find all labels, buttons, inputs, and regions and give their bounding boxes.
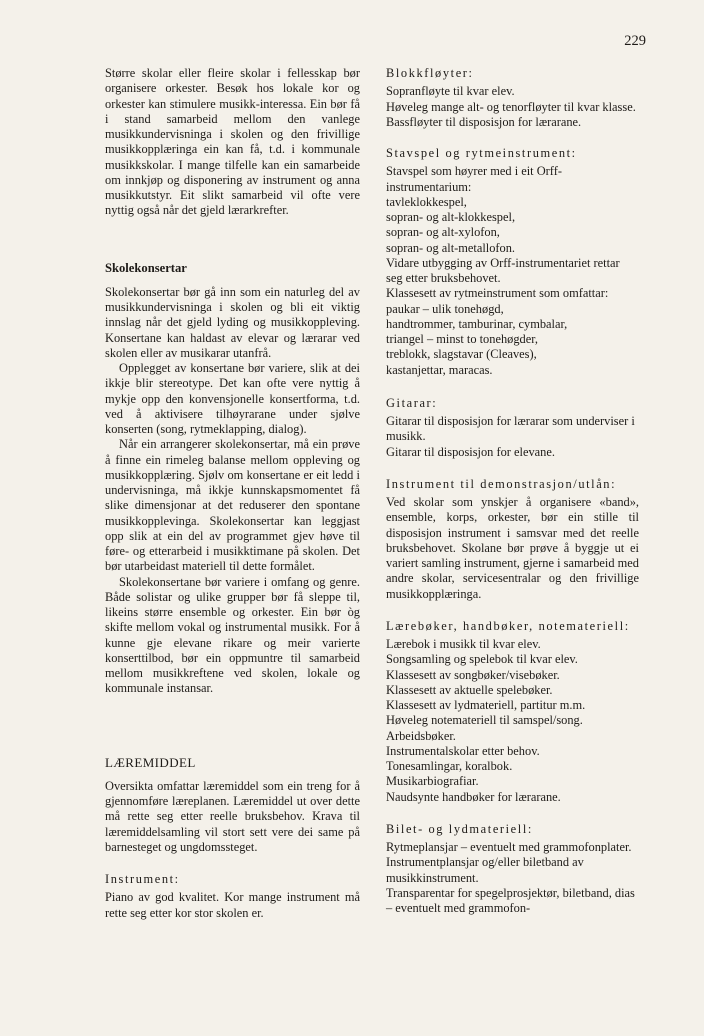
list-item: paukar – ulik tonehøgd, <box>386 301 504 316</box>
list-item: kastanjettar, maracas. <box>386 362 493 377</box>
skolekonsertar-paragraph-4: Skolekonsertane bør variere i omfang og genre. Både solistar og ulike grupper bør få sleppe til, likeins større ensemble og orkester. Ein bør òg skifte mellom vokal og instrumental musikk. For å kunne gje elevane rikare og meir varierte konserttilbod, bør ein oppmuntre til samarbeid mellom musikkreftene ved skolen, lokale og kommunale instansar. <box>105 574 360 696</box>
skolekonsertar-paragraph-1: Skolekonsertar bør gå inn som ein naturleg del av musikkundervisninga i skolen og bli eit viktig innslag når det gjeld lyding og musikkoppleving. Konsertane kan haldast av elevar og lærarar ved skolen eller av musikarar utanfrå. <box>105 284 360 360</box>
list-item: Gitarar til disposisjon for lærarar som underviser i musikk. <box>386 414 635 444</box>
section-bilet-lydmateriell <box>386 822 639 917</box>
list-item: tavleklokkespel, <box>386 194 467 209</box>
section-heading: Lærebøker, handbøker, notemateriell: <box>386 618 630 633</box>
list-item: handtrommer, tamburinar, cymbalar, <box>386 316 568 331</box>
laeremiddel-heading: LÆREMIDDEL <box>105 754 196 770</box>
list-item: Klassesett av aktuelle spelebøker. <box>386 682 553 697</box>
list-item: Songsamling og spelebok til kvar elev. <box>386 652 578 667</box>
skolekonsertar-paragraph-3: Når ein arrangerer skolekonsertar, må ein prøve å finne ein rimeleg balanse mellom oppleving og musikkopplæring. Sjølv om konsertane er eit ledd i undervisninga, må ikkje kunnskapsmomentet få slike dimensjonar at det reduserer den spontane musikkopplevinga. Skolekonsertar kan leggjast opp slik at ein del av programmet gjev høve til føre- og etterarbeid i musikktimane på skolen. Det bør utarbeidast materiell til dette formålet. <box>105 437 360 574</box>
section-heading: Stavspel og rytmeinstrument: <box>386 146 577 160</box>
list-item: sopran- og alt-klokkespel, <box>386 210 516 224</box>
section-heading: Bilet- og lydmateriell: <box>386 821 533 836</box>
list-item: Klassesett av rytmeinstrument som omfattar: <box>386 286 609 301</box>
section-heading: Gitarar: <box>386 395 438 410</box>
left-column <box>105 66 360 921</box>
right-column <box>386 66 639 916</box>
list-item: Høveleg mange alt- og tenorfløyter til kvar klasse. <box>386 99 636 114</box>
section-heading: Instrument til demonstrasjon/utlån: <box>386 476 617 491</box>
list-item: Bassfløyter til disposisjon for lærarane. <box>386 114 582 129</box>
list-item: Musikarbiografiar. <box>386 774 479 789</box>
intro-paragraph: Større skolar eller fleire skolar i fellesskap bør organisere orkester. Besøk hos lokale kor og orkester kan stimulere musikk-interessa. Ein bør få i stand samarbeid mellom den vanlege musikkundervisninga i skolen og den frivillige musikkopplæringa ein kan få, t.d. i kommunale musikkskolar. I mange tilfelle kan ein samarbeide om innkjøp og disponering av instrument og anna musikkutstyr. Eit slikt samarbeid vil ofte vere nyttig også når det gjeld lærarkrefter. <box>105 66 360 218</box>
list-item: Sopranfløyte til kvar elev. <box>386 84 515 99</box>
list-item: Høveleg notemateriell til samspel/song. <box>386 713 583 728</box>
list-item: Instrumentplansjar og/eller biletband av musikkinstrument. <box>386 855 584 885</box>
list-item: Rytmeplansjar – eventuelt med grammofonplater. <box>386 840 632 854</box>
list-item: Klassesett av lydmateriell, partitur m.m. <box>386 698 586 712</box>
list-item: triangel – minst to tonehøgder, <box>386 332 538 346</box>
list-item: Stavspel som høyrer med i eit Orff-instrumentarium: <box>386 164 562 194</box>
section-laereboker <box>386 619 639 805</box>
list-item: sopran- og alt-xylofon, <box>386 225 500 240</box>
list-item: Lærebok i musikk til kvar elev. <box>386 637 541 651</box>
list-item: Tonesamlingar, koralbok. <box>386 759 513 773</box>
section-stavspel <box>386 146 639 378</box>
list-item: treblokk, slagstavar (Cleaves), <box>386 347 537 362</box>
skolekonsertar-paragraph-2: Opplegget av konsertane bør variere, slik at dei ikkje blir stereotype. Det kan ofte vere nyttig å mykje opp den konvensjonelle konsertforma, t.d. ved å aktivisere tilhøyrarane under sjølve konserten (song, rytmeklapping, dialog). <box>105 361 360 436</box>
section-blokkfloyter <box>386 66 639 130</box>
section-demonstrasjon <box>386 477 639 602</box>
laeremiddel-paragraph: Oversikta omfattar læremiddel som ein treng for å gjennomføre læreplanen. Læremiddel ut over dette må rette seg etter reelle bruksbehov. Krava til læremiddelsamling vil stort sett vere dei same på barnesteget og ungdomssteget. <box>105 778 360 854</box>
list-item: Vidare utbygging av Orff-instrumentariet rettar seg etter bruksbehovet. <box>386 255 620 285</box>
section-heading: Blokkfløyter: <box>386 66 474 80</box>
instrument-heading: Instrument: <box>105 872 180 886</box>
instrument-paragraph: Piano av god kvalitet. Kor mange instrument må rette seg etter kor stor skolen er. <box>105 890 360 920</box>
page-number: 229 <box>624 33 646 49</box>
list-item: Gitarar til disposisjon for elevane. <box>386 444 555 459</box>
list-item: Transparentar for spegelprosjektør, biletband, dias – eventuelt med grammofon- <box>386 885 635 915</box>
skolekonsertar-heading: Skolekonsertar <box>105 260 187 275</box>
list-item: Arbeidsbøker. <box>386 728 456 743</box>
list-item: Klassesett av songbøker/visebøker. <box>386 667 560 682</box>
list-item: Naudsynte handbøker for lærarane. <box>386 789 561 804</box>
section-paragraph: Ved skolar som ynskjer å organisere «band», ensemble, korps, orkester, bør ein stille til disposisjon instrument i samsvar med det reelle bruksbehovet. Skolane bør prøve å byggje ut ei variert samling instrument, gjerne i samarbeid med andre skolar, servicesentralar og den frivillige musikkopplæringa. <box>386 495 639 601</box>
list-item: sopran- og alt-metallofon. <box>386 240 516 255</box>
section-gitarar <box>386 396 639 460</box>
list-item: Instrumentalskolar etter behov. <box>386 743 540 758</box>
